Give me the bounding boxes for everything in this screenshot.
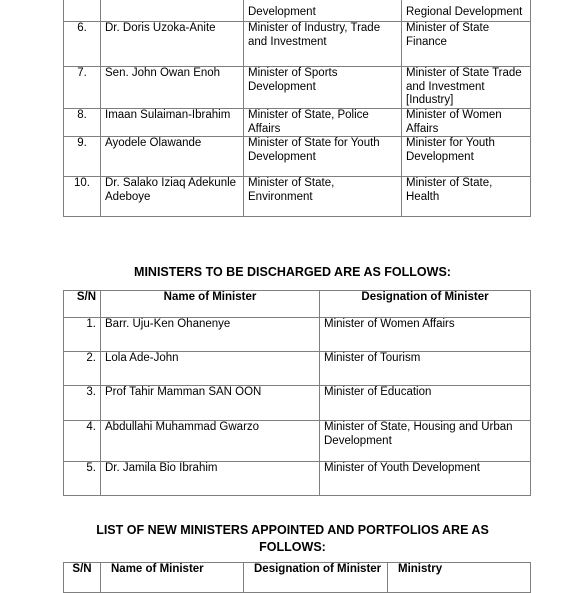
table-row [64,352,531,386]
new-portfolio-text: Regional Development [406,5,523,18]
new-portfolio-cell: Minister of Women Affairs [402,109,531,137]
designation-cell: Minister of Education [320,386,531,421]
designation-cell: Minister of Women Affairs [320,318,531,352]
sn-cell: 10. [64,177,101,217]
sn-cell: 5. [64,462,101,496]
name-cell: Abdullahi Muhammad Gwarzo [101,421,320,462]
name-cell: Lola Ade-John [101,352,320,386]
table-row [64,137,531,177]
name-cell [101,0,244,22]
name-cell: Prof Tahir Mamman SAN OON [101,386,320,421]
name-cell: Ayodele Olawande [101,137,244,177]
table-row [64,462,531,496]
sn-cell: 7. [64,67,101,109]
name-cell: Dr. Doris Uzoka-Anite [101,22,244,67]
new-portfolio-cell: Minister for Youth Development [402,137,531,177]
designation-cell: Minister of Youth Development [320,462,531,496]
former-portfolio-cell: Minister of Industry, Trade and Investment [244,22,402,67]
table-row [64,318,531,352]
new-portfolio-cell: Minister of State Trade and Investment [Industry] [402,67,531,109]
former-portfolio-cell: Minister of Sports Development [244,67,402,109]
designation-cell: Minister of Tourism [320,352,531,386]
table-row [64,67,531,109]
new-ministers-heading: LIST OF NEW MINISTERS APPOINTED AND PORTFOLIOS ARE AS FOLLOWS: [96,523,489,554]
table-row [64,0,531,22]
former-portfolio-cell: Minister of State, Environment [244,177,402,217]
table-row [64,386,531,421]
sn-cell [64,0,101,22]
name-header: Name of Minister [101,563,244,593]
table-row [64,421,531,462]
former-portfolio-cell [244,0,402,22]
name-header: Name of Minister [101,291,320,318]
former-portfolio-text: Development [248,5,316,18]
sn-cell: 4. [64,421,101,462]
sn-cell: 1. [64,318,101,352]
ministry-header: Ministry [388,563,531,593]
designation-header: Designation of Minister [320,291,531,318]
name-cell: Sen. John Owan Enoh [101,67,244,109]
new-ministers-table [63,562,531,593]
table-row [64,177,531,217]
name-cell: Dr. Jamila Bio Ibrahim [101,462,320,496]
table-row [64,109,531,137]
new-portfolio-cell [402,0,531,22]
table-header-row [64,563,531,593]
discharged-heading: MINISTERS TO BE DISCHARGED ARE AS FOLLOWS: [134,265,451,279]
table-row [64,22,531,67]
new-portfolio-cell: Minister of State, Health [402,177,531,217]
sn-header: S/N [64,291,101,318]
sn-cell: 8. [64,109,101,137]
name-cell: Dr. Salako Iziaq Adekunle Adeboye [101,177,244,217]
sn-cell: 6. [64,22,101,67]
former-portfolio-cell: Minister of State for Youth Development [244,137,402,177]
sn-header: S/N [64,563,101,593]
designation-cell: Minister of State, Housing and Urban Development [320,421,531,462]
reassigned-ministers-table [63,0,531,217]
designation-header: Designation of Minister [244,563,388,593]
discharged-ministers-table [63,290,531,496]
sn-cell: 3. [64,386,101,421]
name-cell: Imaan Sulaiman-Ibrahim [101,109,244,137]
table-header-row [64,291,531,318]
name-cell: Barr. Uju-Ken Ohanenye [101,318,320,352]
former-portfolio-cell: Minister of State, Police Affairs [244,109,402,137]
sn-cell: 2. [64,352,101,386]
sn-cell: 9. [64,137,101,177]
new-portfolio-cell: Minister of State Finance [402,22,531,67]
